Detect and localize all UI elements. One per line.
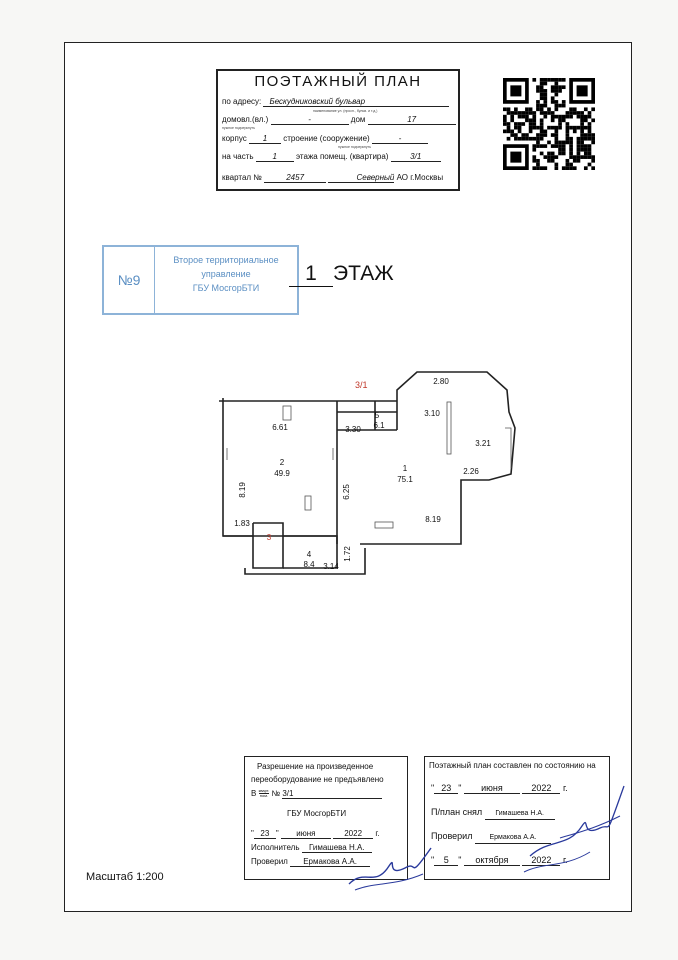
unit-label: 3/1 [355,380,368,390]
dim-6: 6.25 [342,484,351,500]
okrug-label: АО г.Москвы [396,173,444,182]
stamp-text [156,253,296,295]
permission-line-1: Разрешение на произведенное [257,762,374,771]
permission-date-row: " 23 " июня 2022 г. [251,829,380,838]
state-drawn-label: П/план снял [431,807,483,817]
stroenie-label: строение (сооружение) [283,134,370,143]
kvartal-value: 2457 [264,173,326,183]
permission-prefix: В [251,789,257,798]
okrug-value: Северный [328,173,394,183]
scale-label: Масштаб 1:200 [86,871,164,883]
state-month2: октября [464,855,520,866]
permission-day: 23 [254,829,276,839]
domovl-value: - [271,115,349,125]
part-label: на часть [222,152,254,161]
room-4-num: 4 [306,550,312,559]
state-day: 23 [434,783,458,794]
dom-label: дом [350,115,366,124]
fraction-bottom: пом. [259,793,269,799]
dim-2: 3.10 [424,409,440,418]
korpus-row [222,134,428,144]
plan-fixture-4 [283,406,291,420]
permission-year: 2022 [333,829,373,839]
floor-value: 3/1 [391,152,441,162]
floor-heading [289,262,394,287]
plan-fixture-2 [375,522,393,528]
document-title: ПОЭТАЖНЫЙ ПЛАН [254,73,422,90]
dim-1: 2.80 [433,377,449,386]
room-2-num: 2 [279,458,285,467]
address-label: по адресу: [222,97,262,106]
permission-org: ГБУ МосгорБТИ [287,809,347,818]
address-value: Бескудниковский бульвар [263,97,449,107]
state-checker-value: Ермакова А.А. [475,834,551,844]
state-drawn-value: Гимашева Н.А. [485,810,555,820]
permission-num-sign: № [271,789,281,798]
floor-label-text: ЭТАЖ [333,262,394,285]
room-3-num: 3 [266,533,272,542]
plan-fixture-3 [305,496,311,510]
dim-8: 6.61 [272,423,288,432]
executor-value: Гимашева Н.А. [302,843,372,853]
kvartal-row [222,173,443,183]
address-row [222,97,449,107]
state-day2: 5 [434,855,458,866]
permission-year-suffix: г. [375,829,380,838]
stamp-number: №9 [104,247,155,313]
state-year2-suffix: г. [562,855,568,865]
dom-value: 17 [368,115,456,125]
plan-wall-left [223,398,337,536]
room-5-area: 6.1 [373,421,385,430]
fraction-top: кварт. [258,788,270,794]
state-year2: 2022 [522,855,560,866]
plan-fixture-1 [447,402,451,454]
executor-label: Исполнитель [251,843,300,852]
signature-2 [520,778,630,878]
floor-plan [205,368,525,608]
dim-7: 3.30 [345,425,361,434]
plan-window-right [505,428,511,468]
permission-fraction [259,789,270,798]
dim-9: 8.19 [238,482,247,498]
floor-number: 1 [289,262,333,287]
signature-1 [345,838,435,894]
stroenie-value: - [372,134,428,144]
plan-room-3 [253,523,283,568]
domovl-label: домовл.(вл.) [222,115,269,124]
dim-12: 3.14 [323,562,339,571]
state-year: 2022 [522,783,560,794]
qr-code [503,78,595,170]
korpus-value: 1 [249,134,281,144]
dim-3: 3.21 [475,439,491,448]
domovl-row [222,115,456,125]
dim-10: 1.83 [234,519,250,528]
permission-line-2: переоборудование не предъявлено [251,775,384,784]
room-1-area: 75.1 [397,475,413,484]
dim-11: 1.72 [343,546,352,562]
dim-5: 8.19 [425,515,441,524]
state-month: июня [464,783,520,794]
domovl-hint: нужное подчеркнуть [222,126,256,130]
header-block [216,69,460,191]
floor-label: этажа помещ. (квартира) [296,152,389,161]
korpus-label: корпус [222,134,247,143]
state-checker-label: Проверил [431,831,473,841]
address-hint: наименование ул. (просп., бульв. и т.д.) [313,109,378,113]
stamp-line-3: ГБУ МосгорБТИ [192,283,260,293]
permission-number-row [251,789,382,799]
kvartal-label: квартал № [222,173,262,182]
dim-4: 2.26 [463,467,479,476]
stamp-line-2: управление [201,269,251,279]
room-4-area: 8.4 [303,560,315,569]
room-1-num: 1 [402,464,408,473]
state-year-suffix: г. [562,783,568,793]
part-row [222,152,441,162]
room-5-num: 5 [374,411,380,420]
part-value: 1 [256,152,294,162]
stroenie-hint: нужное подчеркнуть [338,145,372,149]
state-title: Поэтажный план составлен по состоянию на [429,761,596,770]
state-date-row: " 23 " июня 2022 г. [431,783,568,793]
bti-stamp [102,245,299,315]
permission-checker-label: Проверил [251,857,288,866]
room-2-area: 49.9 [274,469,290,478]
permission-checker-value: Ермакова А.А. [290,857,370,867]
permission-num-value: 3/1 [282,789,382,799]
stamp-line-1: Второе территориальное [173,255,279,265]
state-date2-row: " 5 " октября 2022 г. [431,855,568,865]
permission-month: июня [281,829,331,839]
